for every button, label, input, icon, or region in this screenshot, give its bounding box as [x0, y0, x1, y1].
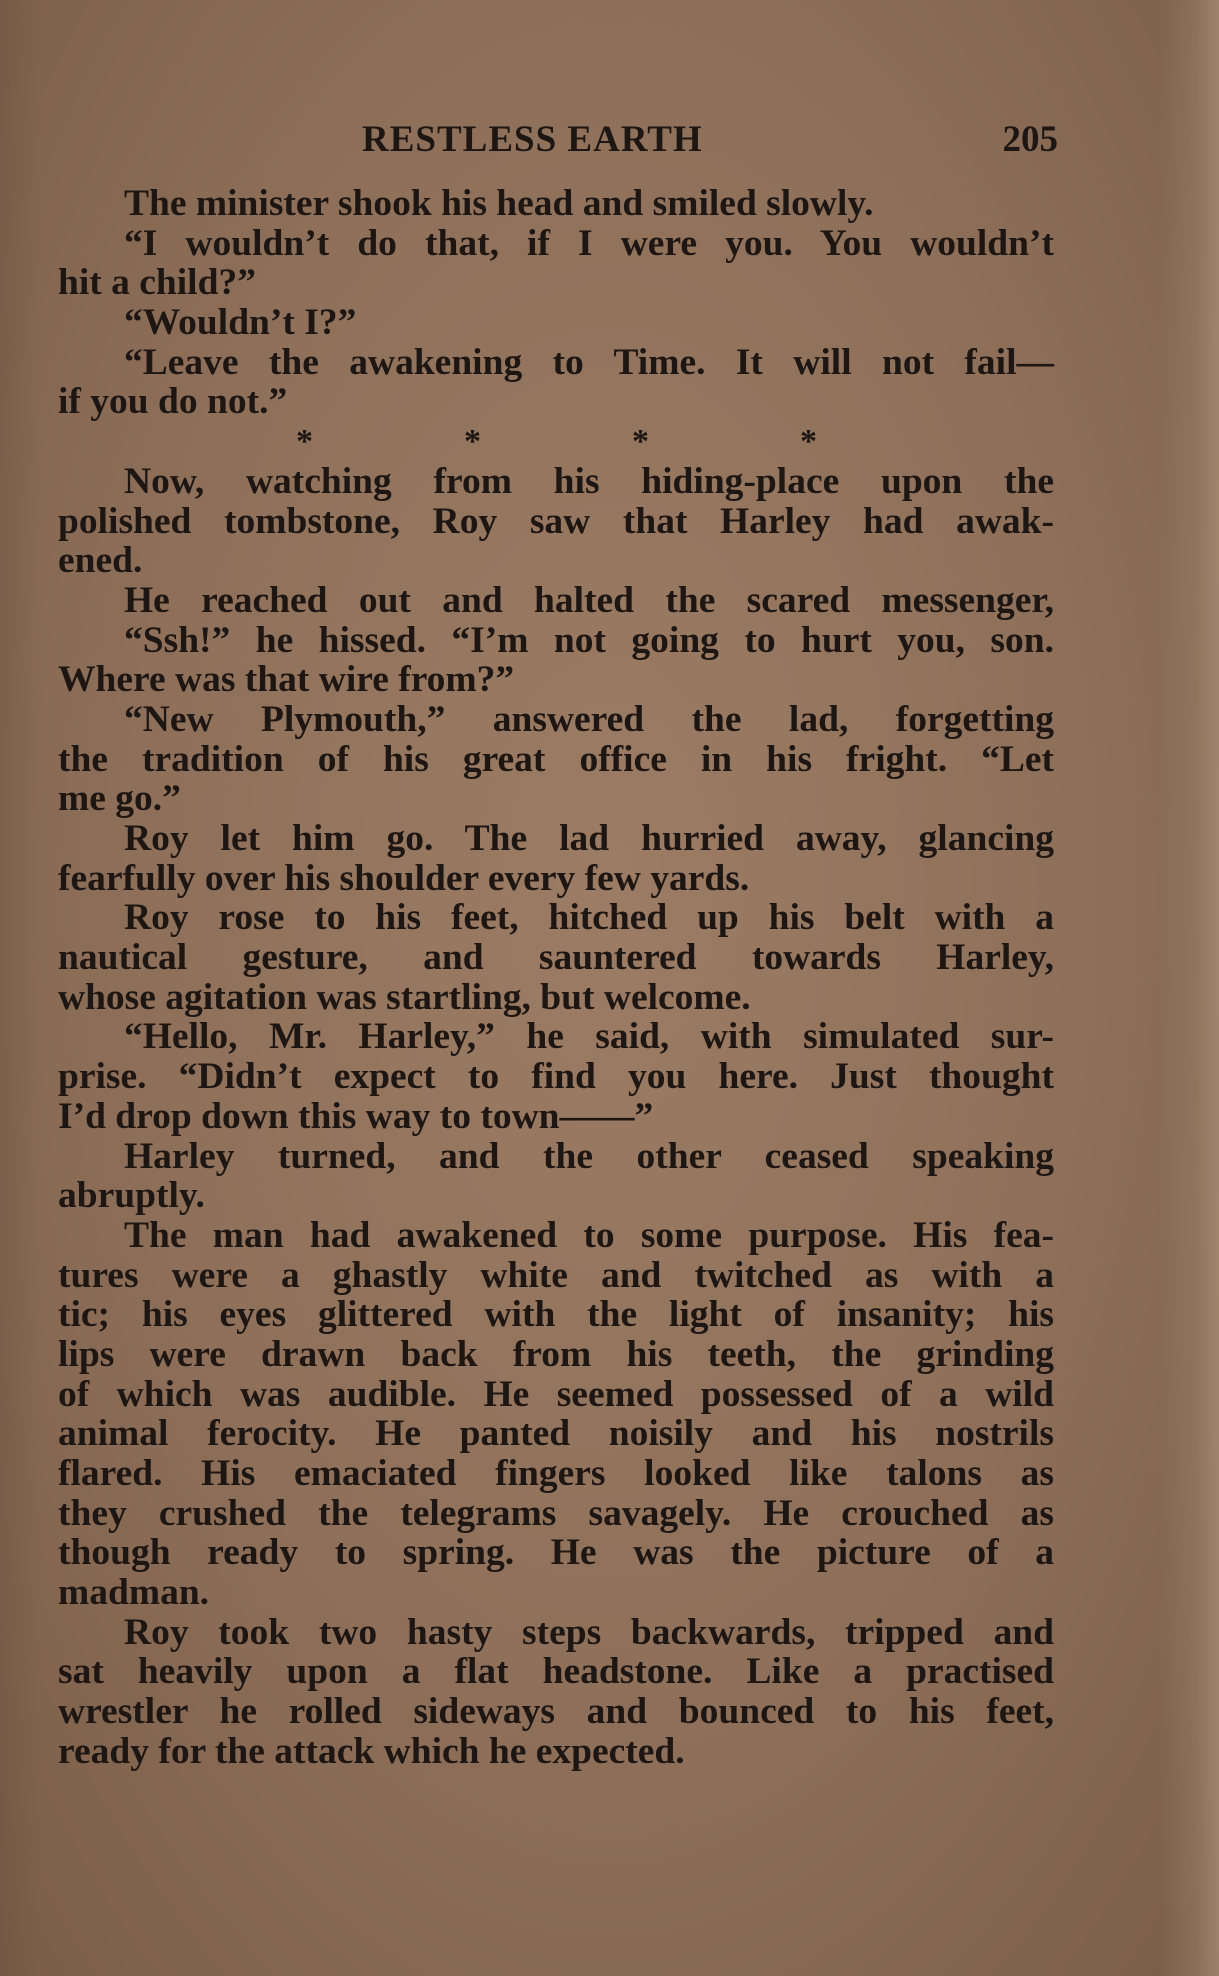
- text-line: flared. His emaciated fingers looked like talons as: [58, 1453, 1054, 1494]
- text-line: they crushed the telegrams savagely. He crouched as: [58, 1492, 1054, 1534]
- text-line: if you do not.”: [58, 381, 288, 423]
- asterisk: *: [296, 423, 313, 461]
- text-line: tic; his eyes glittered with the light of insanity; his: [58, 1294, 1054, 1336]
- text-line: of which was audible. He seemed possessed of a wild: [58, 1373, 1054, 1415]
- section-break: [58, 422, 1054, 462]
- text-line: Where was that wire from?”: [58, 659, 515, 701]
- text-line: prise. “Didn’t expect to find you here. Just thought: [58, 1056, 1054, 1098]
- text-line: whose agitation was startling, but welcome.: [58, 976, 751, 1018]
- text-line: me go.”: [58, 778, 181, 820]
- text-line: Roy took two hasty steps backwards, tripped and: [124, 1611, 1054, 1653]
- text-line: nautical gesture, and sauntered towards Harley,: [58, 937, 1054, 979]
- page-header: [62, 118, 1058, 168]
- text-line: wrestler he rolled sideways and bounced to his feet,: [58, 1691, 1054, 1733]
- text-line: polished tombstone, Roy saw that Harley had awak-: [58, 500, 1054, 542]
- running-title: RESTLESS EARTH: [362, 119, 703, 160]
- asterisk: *: [800, 423, 817, 461]
- text-line: fearfully over his shoulder every few yards.: [58, 857, 750, 899]
- page-shadow-left: [0, 0, 40, 1976]
- page-number: 205: [1002, 119, 1058, 160]
- text-line: The man had awakened to some purpose. His fea-: [124, 1214, 1054, 1256]
- text-line: “Hello, Mr. Harley,” he said, with simulated sur-: [124, 1016, 1054, 1058]
- text-line: lips were drawn back from his teeth, the grinding: [58, 1333, 1054, 1375]
- text-line: though ready to spring. He was the picture of a: [58, 1532, 1054, 1574]
- text-line: “New Plymouth,” answered the lad, forgetting: [124, 698, 1054, 740]
- text-line: ready for the attack which he expected.: [58, 1730, 685, 1772]
- text-line: Now, watching from his hiding-place upon the: [124, 460, 1054, 502]
- text-line: ened.: [58, 540, 143, 582]
- asterisk: *: [464, 423, 481, 461]
- text-line: the tradition of his great office in his fright. “Let: [58, 738, 1054, 780]
- text-line: The minister shook his head and smiled slowly.: [124, 183, 874, 224]
- text-line: He reached out and halted the scared messenger,: [124, 579, 1054, 621]
- page-edge-right: [1159, 0, 1219, 1976]
- text-line: Roy rose to his feet, hitched up his belt with a: [124, 897, 1054, 939]
- text-line: I’d drop down this way to town——”: [58, 1095, 654, 1137]
- text-line: “Ssh!” he hissed. “I’m not going to hurt you, son.: [124, 619, 1054, 661]
- text-line: Harley turned, and the other ceased speaking: [124, 1135, 1054, 1177]
- text-line: madman.: [58, 1572, 210, 1614]
- body-text: [58, 184, 1054, 1772]
- text-line: abruptly.: [58, 1175, 205, 1217]
- asterisk: *: [632, 423, 649, 461]
- text-line: hit a child?”: [58, 262, 256, 304]
- text-line: Roy let him go. The lad hurried away, glancing: [124, 818, 1054, 859]
- text-line: “Wouldn’t I?”: [124, 302, 357, 344]
- text-line: sat heavily upon a flat headstone. Like a practised: [58, 1651, 1054, 1693]
- text-line: animal ferocity. He panted noisily and his nostrils: [58, 1413, 1054, 1455]
- text-line: “Leave the awakening to Time. It will not fail—: [124, 341, 1054, 383]
- text-line: “I wouldn’t do that, if I were you. You wouldn’t: [124, 222, 1054, 264]
- text-line: tures were a ghastly white and twitched as with a: [58, 1254, 1054, 1296]
